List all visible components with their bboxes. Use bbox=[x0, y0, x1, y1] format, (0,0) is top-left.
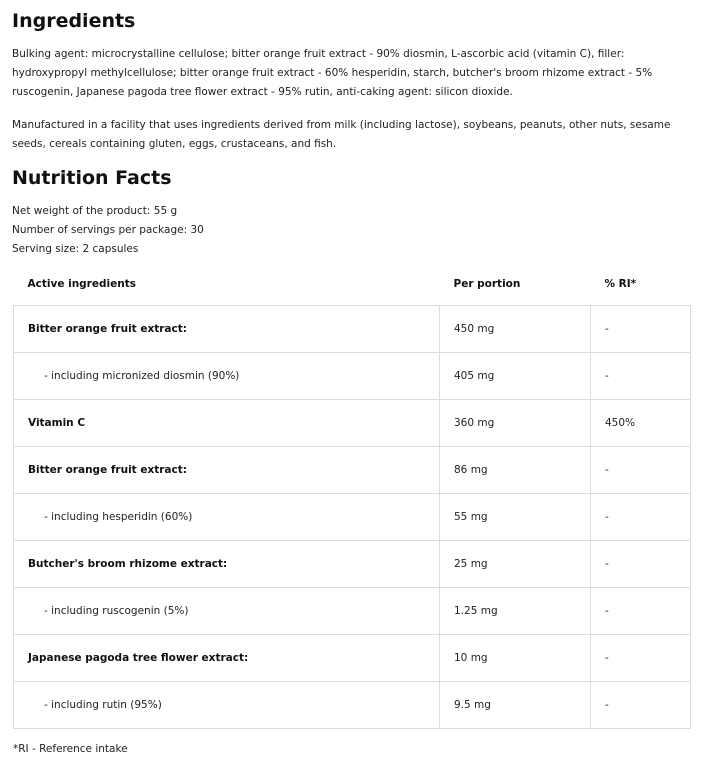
ingredients-line: Bulking agent: microcrystalline cellulose; bitter orange fruit extract - 90% diosmin, L-ascorbic acid (vitamin C), filler: bbox=[12, 48, 625, 60]
ri-cell: - bbox=[591, 306, 691, 353]
portion-cell: 55 mg bbox=[440, 494, 591, 541]
portion-cell: 1.25 mg bbox=[440, 588, 591, 635]
portion-cell: 450 mg bbox=[440, 306, 591, 353]
ingredient-cell: Butcher's broom rhizome extract: bbox=[14, 541, 440, 588]
table-header-row bbox=[14, 263, 691, 306]
nutrition-table bbox=[13, 263, 691, 729]
allergen-line: seeds, cereals containing gluten, eggs, crustaceans, and fish. bbox=[12, 138, 337, 150]
portion-cell: 360 mg bbox=[440, 400, 591, 447]
ingredient-cell: - including ruscogenin (5%) bbox=[14, 588, 440, 635]
table-row bbox=[14, 353, 691, 400]
portion-cell: 86 mg bbox=[440, 447, 591, 494]
table-row bbox=[14, 494, 691, 541]
column-header-ingredient: Active ingredients bbox=[27, 278, 136, 290]
ingredients-paragraph bbox=[12, 45, 682, 102]
ri-footnote: *RI - Reference intake bbox=[13, 743, 128, 755]
ri-cell: 450% bbox=[591, 400, 691, 447]
table-row bbox=[14, 682, 691, 729]
ingredients-line: ruscogenin, Japanese pagoda tree flower extract - 95% rutin, anti-caking agent: silicon dioxide. bbox=[12, 86, 513, 98]
portion-cell: 405 mg bbox=[440, 353, 591, 400]
net-weight: Net weight of the product: 55 g bbox=[12, 205, 178, 217]
table-row bbox=[14, 588, 691, 635]
portion-cell: 9.5 mg bbox=[440, 682, 591, 729]
ri-cell: - bbox=[591, 353, 691, 400]
ingredients-heading: Ingredients bbox=[12, 10, 136, 32]
ri-cell: - bbox=[591, 635, 691, 682]
table-row bbox=[14, 306, 691, 353]
allergen-notice bbox=[12, 116, 682, 154]
package-facts bbox=[12, 202, 204, 259]
ingredients-line: hydroxypropyl methylcellulose; bitter orange fruit extract - 60% hesperidin, starch, butcher's broom rhizome extract - 5% bbox=[12, 67, 653, 79]
servings-per-package: Number of servings per package: 30 bbox=[12, 224, 204, 236]
portion-cell: 10 mg bbox=[440, 635, 591, 682]
ingredient-cell: Bitter orange fruit extract: bbox=[14, 447, 440, 494]
ingredient-cell: - including rutin (95%) bbox=[14, 682, 440, 729]
serving-size: Serving size: 2 capsules bbox=[12, 243, 139, 255]
ingredient-cell: Bitter orange fruit extract: bbox=[14, 306, 440, 353]
ingredient-cell: Japanese pagoda tree flower extract: bbox=[14, 635, 440, 682]
table-row bbox=[14, 447, 691, 494]
column-header-ri: % RI* bbox=[604, 278, 637, 290]
column-header-portion: Per portion bbox=[453, 278, 521, 290]
ingredient-cell: - including hesperidin (60%) bbox=[14, 494, 440, 541]
nutrition-heading: Nutrition Facts bbox=[12, 167, 172, 189]
ri-cell: - bbox=[591, 588, 691, 635]
table-row bbox=[14, 635, 691, 682]
ri-cell: - bbox=[591, 447, 691, 494]
table-row bbox=[14, 541, 691, 588]
ri-cell: - bbox=[591, 541, 691, 588]
portion-cell: 25 mg bbox=[440, 541, 591, 588]
ri-cell: - bbox=[591, 494, 691, 541]
ingredient-cell: - including micronized diosmin (90%) bbox=[14, 353, 440, 400]
allergen-line: Manufactured in a facility that uses ingredients derived from milk (including lactose), soybeans, peanuts, other nuts, sesame bbox=[12, 119, 671, 131]
table-row bbox=[14, 400, 691, 447]
ri-cell: - bbox=[591, 682, 691, 729]
ingredient-cell: Vitamin C bbox=[14, 400, 440, 447]
